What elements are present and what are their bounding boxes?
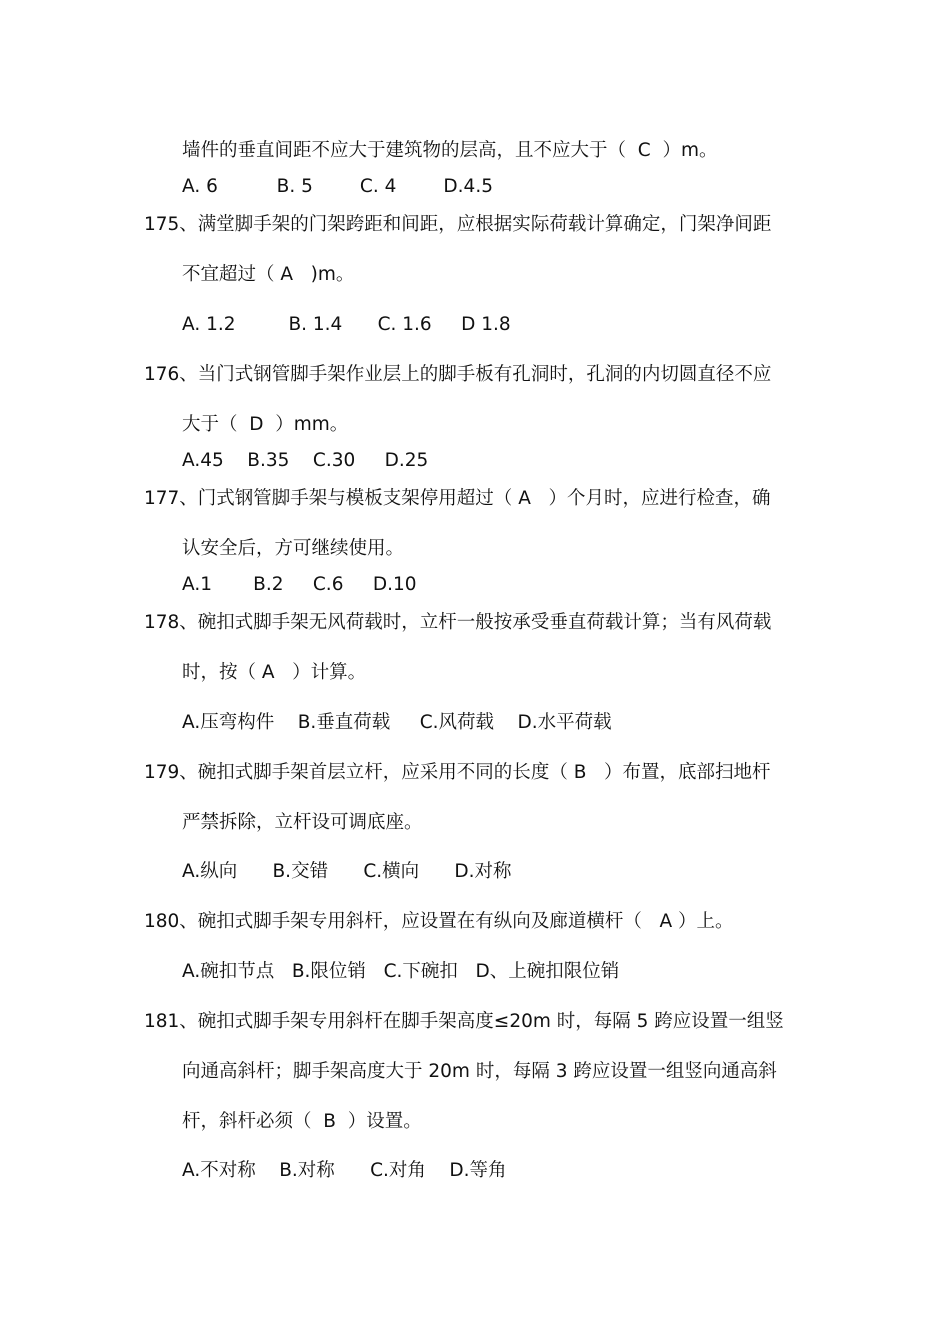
question-178-options: A.压弯构件 B.垂直荷载 C.风荷载 D.水平荷载 <box>182 712 612 733</box>
question-174-continuation: 墙件的垂直间距不应大于建筑物的层高，且不应大于（ C ）m。 <box>182 140 718 161</box>
question-180-options: A.碗扣节点 B.限位销 C.下碗扣 D、上碗扣限位销 <box>182 961 620 982</box>
question-177-options: A.1 B.2 C.6 D.10 <box>182 574 417 595</box>
question-179-options: A.纵向 B.交错 C.横向 D.对称 <box>182 861 512 882</box>
question-178: 178、碗扣式脚手架无风荷载时，立杆一般按承受垂直荷载计算；当有风荷载 <box>144 612 772 633</box>
question-177: 177、门式钢管脚手架与模板支架停用超过（ A ）个月时，应进行检查，确 <box>144 488 771 509</box>
question-179-continuation: 严禁拆除，立杆设可调底座。 <box>182 812 423 833</box>
question-179: 179、碗扣式脚手架首层立杆，应采用不同的长度（ B ）布置，底部扫地杆 <box>144 762 771 783</box>
question-176-continuation: 大于（ D ）mm。 <box>182 414 349 435</box>
question-176-options: A.45 B.35 C.30 D.25 <box>182 450 429 471</box>
question-181-continuation-2: 杆，斜杆必须（ B ）设置。 <box>182 1111 422 1132</box>
question-174-options: A. 6 B. 5 C. 4 D.4.5 <box>182 176 493 197</box>
question-175-continuation: 不宜超过（ A )m。 <box>182 264 355 285</box>
question-177-continuation: 认安全后，方可继续使用。 <box>182 538 405 559</box>
question-178-continuation: 时，按（ A ）计算。 <box>182 662 367 683</box>
question-181-options: A.不对称 B.对称 C.对角 D.等角 <box>182 1160 507 1181</box>
question-181: 181、碗扣式脚手架专用斜杆在脚手架高度≤20m 时，每隔 5 跨应设置一组竖 <box>144 1011 784 1032</box>
question-175-options: A. 1.2 B. 1.4 C. 1.6 D 1.8 <box>182 314 511 335</box>
question-181-continuation-1: 向通高斜杆；脚手架高度大于 20m 时，每隔 3 跨应设置一组竖向通高斜 <box>182 1061 777 1082</box>
question-176: 176、当门式钢管脚手架作业层上的脚手板有孔洞时，孔洞的内切圆直径不应 <box>144 364 772 385</box>
question-180: 180、碗扣式脚手架专用斜杆，应设置在有纵向及廊道横杆（ A ）上。 <box>144 911 734 932</box>
question-175: 175、满堂脚手架的门架跨距和间距，应根据实际荷载计算确定，门架净间距 <box>144 214 772 235</box>
